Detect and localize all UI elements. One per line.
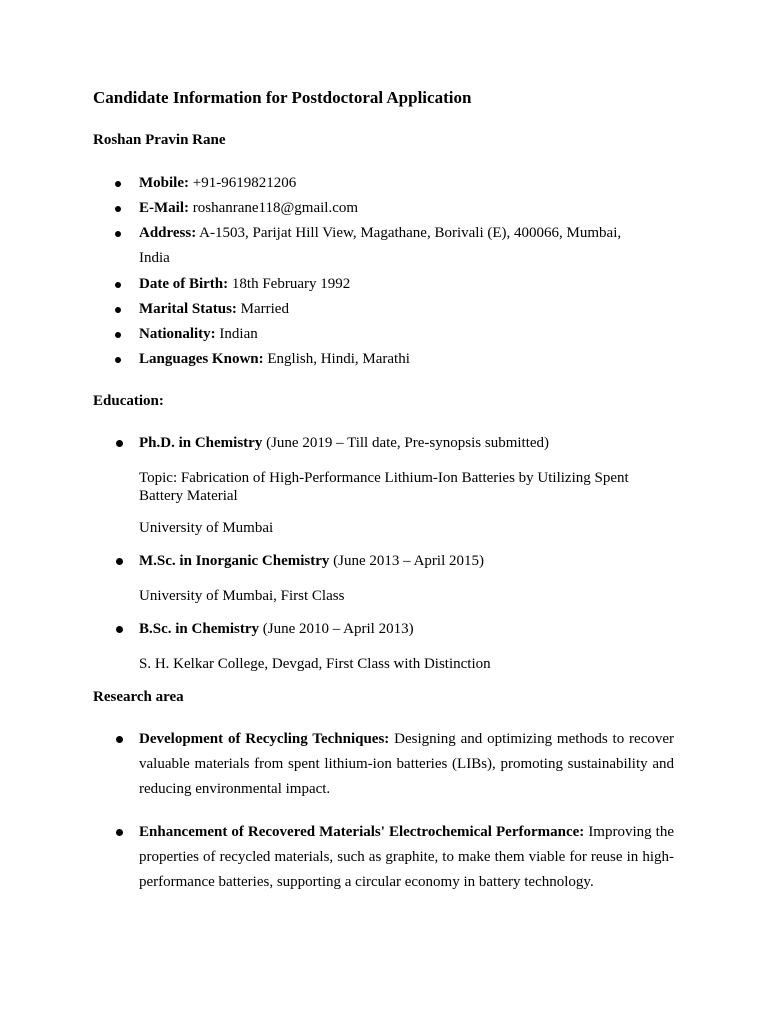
bullet-icon — [115, 307, 121, 313]
bullet-icon — [116, 440, 123, 447]
contact-email — [139, 196, 679, 221]
address-label: Address: — [139, 225, 197, 241]
education-phd — [139, 431, 679, 456]
marital-value: Married — [240, 301, 289, 317]
contact-nationality — [139, 322, 679, 347]
email-value: roshanrane118@gmail.com — [192, 200, 359, 216]
msc-period: (June 2013 – April 2015) — [333, 553, 484, 569]
bullet-icon — [115, 332, 121, 338]
phd-topic: Topic: Fabrication of High-Performance Lithium-Ion Batteries by Utilizing Spent Battery Material — [139, 470, 629, 504]
bsc-college: S. H. Kelkar College, Devgad, First Class with Distinction — [139, 656, 491, 672]
bullet-icon — [116, 829, 123, 836]
research-item1-title: Development of Recycling Techniques: — [139, 731, 390, 747]
contact-marital — [139, 297, 679, 322]
bullet-icon — [115, 206, 121, 212]
dob-label: Date of Birth: — [139, 276, 229, 292]
research-item-enhancement — [139, 820, 674, 895]
research-item2-title: Enhancement of Recovered Materials' Electrochemical Performance: — [139, 824, 585, 840]
contact-address — [139, 221, 649, 271]
page-title: Candidate Information for Postdoctoral Application — [93, 88, 472, 107]
dob-value: 18th February 1992 — [231, 276, 351, 292]
research-item-recycling — [139, 727, 674, 802]
nationality-value: Indian — [219, 326, 258, 342]
contact-dob — [139, 272, 679, 297]
marital-label: Marital Status: — [139, 301, 237, 317]
languages-value: English, Hindi, Marathi — [267, 351, 410, 367]
bullet-icon — [116, 736, 123, 743]
bsc-period: (June 2010 – April 2013) — [262, 621, 414, 637]
msc-university: University of Mumbai, First Class — [139, 588, 345, 604]
research-item1-text: Designing and optimizing methods to recover valuable materials from spent lithium-ion batteries (LIBs), promoting sustainability and reducing environmental impact. — [139, 731, 675, 797]
contact-mobile — [139, 171, 679, 196]
education-heading: Education: — [93, 393, 164, 409]
languages-label: Languages Known: — [139, 351, 264, 367]
nationality-label: Nationality: — [139, 326, 216, 342]
research-heading: Research area — [93, 689, 184, 705]
phd-period: (June 2019 – Till date, Pre-synopsis submitted) — [266, 435, 550, 451]
bullet-icon — [115, 357, 121, 363]
bullet-icon — [115, 282, 121, 288]
mobile-value: +91-9619821206 — [192, 175, 297, 191]
phd-university: University of Mumbai — [139, 520, 274, 536]
bullet-icon — [115, 231, 121, 237]
address-value: A-1503, Parijat Hill View, Magathane, Borivali (E), 400066, Mumbai, India — [139, 225, 622, 266]
education-msc — [139, 549, 679, 574]
mobile-label: Mobile: — [139, 175, 189, 191]
contact-languages — [139, 347, 679, 372]
phd-degree: Ph.D. in Chemistry — [139, 435, 263, 451]
bullet-icon — [115, 181, 121, 187]
bsc-degree: B.Sc. in Chemistry — [139, 621, 259, 637]
research-item2-text: Improving the properties of recycled materials, such as graphite, to make them viable for reuse in high-performance batteries, supporting a circular economy in battery technology. — [139, 824, 674, 890]
bullet-icon — [116, 626, 123, 633]
bullet-icon — [116, 558, 123, 565]
msc-degree: M.Sc. in Inorganic Chemistry — [139, 553, 330, 569]
candidate-name: Roshan Pravin Rane — [93, 132, 226, 148]
education-bsc — [139, 617, 679, 642]
email-label: E-Mail: — [139, 200, 189, 216]
